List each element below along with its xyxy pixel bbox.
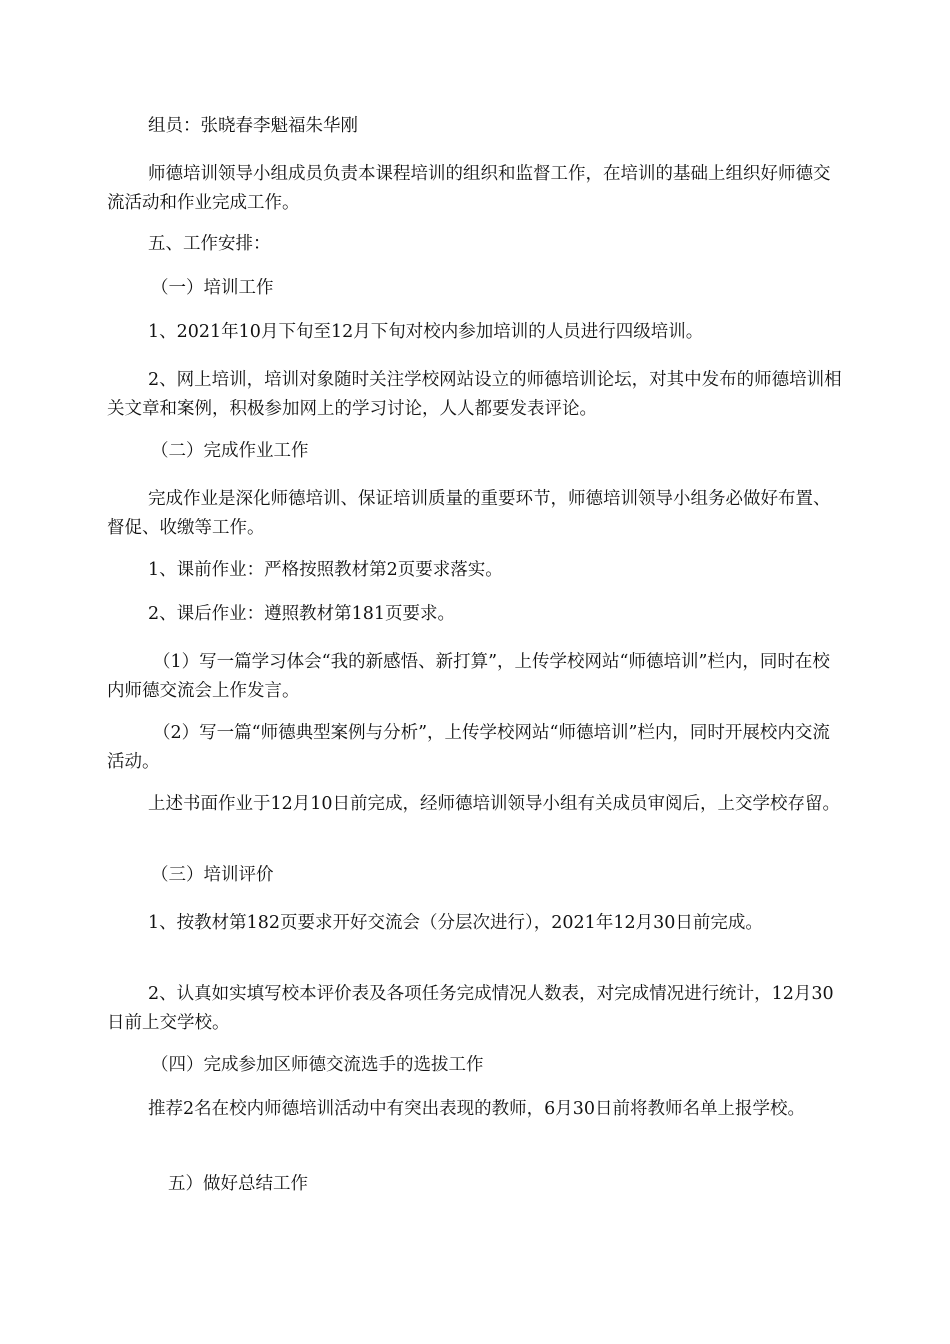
subsection-heading-training: （一）培训工作: [151, 278, 274, 298]
paragraph-selection: 推荐2名在校内师德培训活动中有突出表现的教师，6月30日前将教师名单上报学校。: [148, 1099, 806, 1119]
section-heading-work-arrangement: 五、工作安排：: [148, 234, 271, 254]
subsection-heading-evaluation: （三）培训评价: [151, 865, 274, 885]
paragraph-item-2: 2、网上培训，培训对象随时关注学校网站设立的师德培训论坛，对其中发布的师德培训相关文章和案例，积极参加网上的学习讨论，人人都要发表评论。: [107, 370, 842, 419]
subsection-heading-homework: （二）完成作业工作: [151, 441, 309, 461]
subsection-heading-summary: 五）做好总结工作: [168, 1174, 308, 1194]
paragraph-leadership-duty: 师德培训领导小组成员负责本课程培训的组织和监督工作，在培训的基础上组织好师德交流活动和作业完成工作。: [107, 164, 831, 213]
subsection-heading-selection: （四）完成参加区师德交流选手的选拔工作: [151, 1055, 484, 1075]
paragraph-post-class: 2、课后作业：遵照教材第181页要求。: [148, 604, 456, 624]
paragraph-eval-2: 2、认真如实填写校本评价表及各项任务完成情况人数表，对完成情况进行统计，12月30日前上交学校。: [107, 984, 834, 1033]
paragraph-item-1: 1、2021年10月下旬至12月下旬对校内参加培训的人员进行四级培训。: [148, 322, 704, 342]
paragraph-sub-1: （1）写一篇学习体会“我的新感悟、新打算”，上传学校网站“师德培训”栏内，同时在校内师德交流会上作发言。: [107, 652, 830, 701]
paragraph-eval-1: 1、按教材第182页要求开好交流会（分层次进行），2021年12月30日前完成。: [148, 913, 763, 933]
paragraph-homework-intro: 完成作业是深化师德培训、保证培训质量的重要环节，师德培训领导小组务必做好布置、督促、收缴等工作。: [107, 489, 831, 538]
paragraph-sub-2: （2）写一篇“师德典型案例与分析”，上传学校网站“师德培训”栏内，同时开展校内交流活动。: [107, 723, 830, 772]
paragraph-pre-class: 1、课前作业：严格按照教材第2页要求落实。: [148, 560, 503, 580]
paragraph-members: 组员：张晓春李魁福朱华刚: [148, 116, 358, 136]
paragraph-deadline: 上述书面作业于12月10日前完成，经师德培训领导小组有关成员审阅后，上交学校存留。: [148, 794, 841, 814]
